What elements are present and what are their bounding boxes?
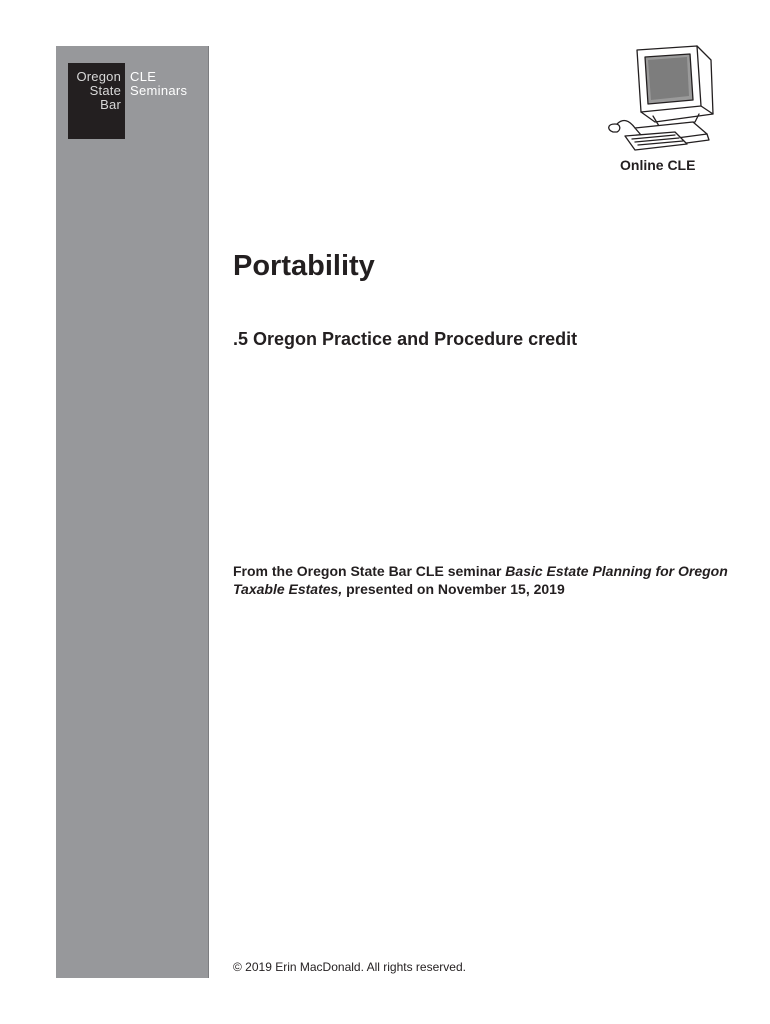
cle-label: CLE	[130, 69, 157, 84]
seminars-label: Seminars	[130, 83, 188, 98]
sidebar-band	[56, 46, 209, 978]
page-title: Portability	[233, 250, 375, 282]
credit-line: .5 Oregon Practice and Procedure credit	[233, 329, 578, 349]
source-statement	[233, 562, 733, 598]
logo-text-line-3: Bar	[100, 97, 121, 112]
online-cle-label: Online CLE	[620, 157, 696, 173]
source-suffix: presented on November 15, 2019	[342, 581, 565, 597]
seminar-title: Basic Estate Planning for Oregon Taxable Estates,	[233, 563, 728, 597]
copyright-notice: © 2019 Erin MacDonald. All rights reserved.	[233, 960, 466, 974]
computer-icon	[605, 44, 717, 154]
source-prefix: From the Oregon State Bar CLE seminar	[233, 563, 506, 579]
logo-text-line-2: State	[89, 83, 121, 98]
osb-logo	[68, 63, 125, 139]
logo-text-line-1: Oregon	[76, 69, 121, 84]
